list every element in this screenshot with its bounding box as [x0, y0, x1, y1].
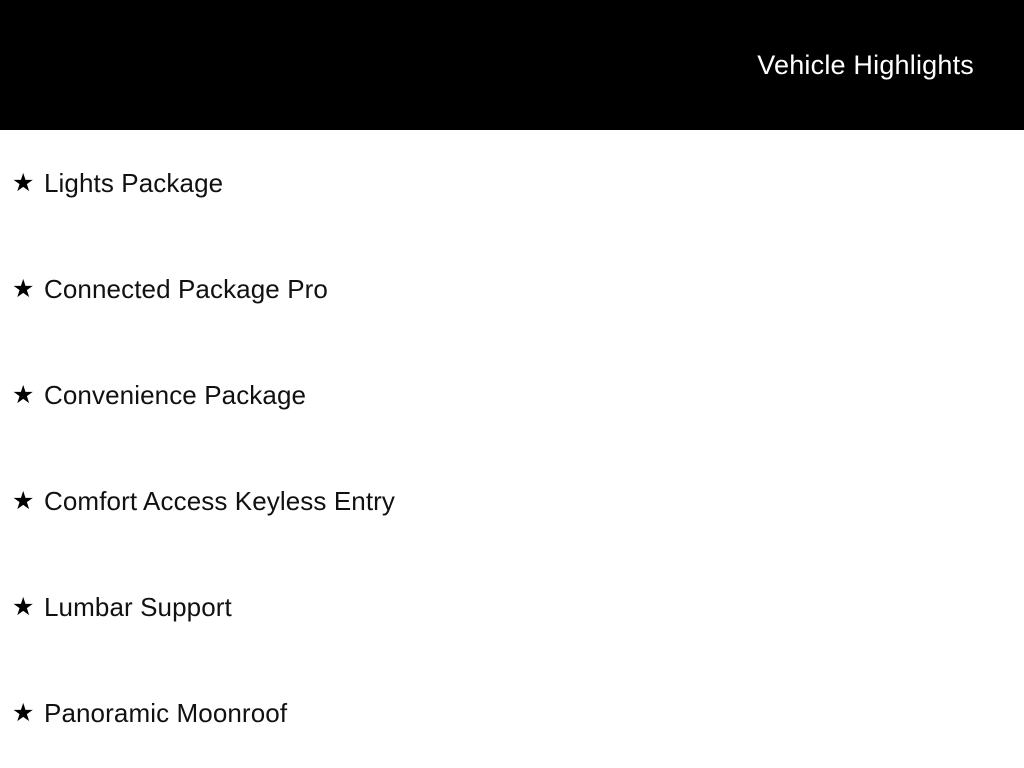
highlight-label: Panoramic Moonroof	[44, 697, 288, 728]
star-icon: ★	[12, 380, 35, 409]
list-item	[0, 236, 1024, 342]
list-item	[0, 130, 1024, 236]
page-title: Vehicle Highlights	[757, 50, 974, 80]
list-item	[0, 342, 1024, 448]
list-item	[0, 660, 1024, 766]
highlight-label: Connected Package Pro	[44, 273, 328, 304]
star-icon: ★	[12, 486, 35, 515]
vehicle-highlights-list	[0, 130, 1024, 766]
star-icon: ★	[12, 592, 35, 621]
star-icon: ★	[12, 274, 35, 303]
highlight-label: Comfort Access Keyless Entry	[44, 485, 396, 516]
highlight-label: Lumbar Support	[44, 591, 232, 622]
star-icon: ★	[12, 168, 35, 197]
highlight-label: Lights Package	[44, 167, 224, 198]
list-item	[0, 448, 1024, 554]
highlight-label: Convenience Package	[44, 379, 307, 410]
list-item	[0, 554, 1024, 660]
star-icon: ★	[12, 698, 35, 727]
header-bar	[0, 0, 1024, 130]
